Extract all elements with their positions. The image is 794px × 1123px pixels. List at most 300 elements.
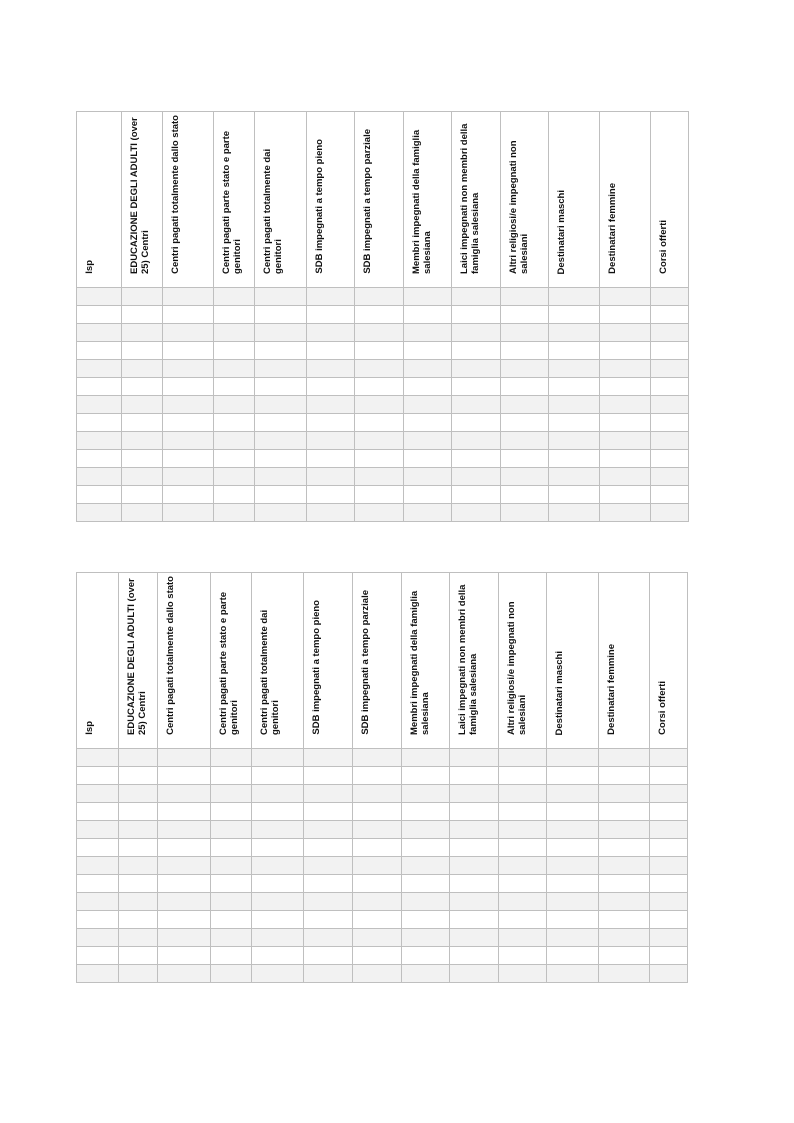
table-cell [355,378,404,396]
table-cell [353,875,402,893]
table-cell [122,414,163,432]
table-cell [77,504,122,522]
table-body [77,288,689,522]
table-cell [304,947,353,965]
table-cell [404,342,452,360]
table-cell [547,965,599,983]
table-cell [77,911,119,929]
table-cell [501,504,549,522]
table-cell [214,432,255,450]
table-cell [650,965,688,983]
table-cell [77,396,122,414]
table-cell [547,929,599,947]
table-cell [599,839,650,857]
table-cell [77,360,122,378]
table-cell [119,803,158,821]
table-cell [499,947,547,965]
column-header-corsi-offerti: Corsi offerti [651,112,689,288]
table-cell [402,839,450,857]
table-row [77,396,689,414]
table-cell [163,378,214,396]
column-header-destinatari-femmine: Destinatari femmine [599,573,650,749]
table-cell [404,504,452,522]
table-cell [122,306,163,324]
table-cell [307,306,355,324]
table-cell [547,857,599,875]
table-cell [77,803,119,821]
table-cell [450,875,499,893]
table-cell [651,342,689,360]
table-cell [501,468,549,486]
table-cell [599,803,650,821]
table-cell [163,450,214,468]
table-cell [77,414,122,432]
table-cell [450,911,499,929]
table-cell [211,947,252,965]
table-cell [450,821,499,839]
table-cell [158,857,211,875]
table-cell [158,839,211,857]
table-cell [214,504,255,522]
table-cell [549,450,600,468]
column-header-centri-pagati-genitori: Centri pagati totalmente dai genitori [252,573,304,749]
table-cell [549,306,600,324]
table-cell [77,857,119,875]
column-header-laici-non-membri: Laici impegnati non membri della famiglia salesiana [452,112,501,288]
table-cell [163,306,214,324]
column-header-sdb-tempo-parziale: SDB impegnati a tempo parziale [353,573,402,749]
table-cell [163,324,214,342]
table-row [77,803,688,821]
table-cell [404,486,452,504]
table-cell [77,965,119,983]
table-cell [547,893,599,911]
table-cell [402,929,450,947]
table-cell [255,396,307,414]
table-cell [252,839,304,857]
table-cell [599,857,650,875]
table-row [77,360,689,378]
table-cell [650,947,688,965]
table-cell [501,450,549,468]
table-cell [650,749,688,767]
table-cell [452,396,501,414]
table-cell [158,893,211,911]
table-cell [650,803,688,821]
table-cell [163,414,214,432]
table-cell [252,947,304,965]
table-cell [304,839,353,857]
table-row [77,468,689,486]
table-row [77,324,689,342]
table-row [77,947,688,965]
table-cell [600,288,651,306]
table-cell [355,360,404,378]
table-cell [404,360,452,378]
table-cell [355,432,404,450]
table-cell [452,504,501,522]
column-header-laici-non-membri: Laici impegnati non membri della famiglia salesiana [450,573,499,749]
table-cell [355,414,404,432]
table-cell [119,875,158,893]
table-cell [450,803,499,821]
table-cell [158,803,211,821]
table-cell [549,396,600,414]
table-cell [499,821,547,839]
table-cell [122,450,163,468]
table-cell [304,785,353,803]
table-row [77,821,688,839]
table-cell [547,821,599,839]
table-cell [158,749,211,767]
table-cell [600,324,651,342]
table-cell [650,929,688,947]
table-cell [547,749,599,767]
table-cell [355,288,404,306]
table-cell [547,875,599,893]
column-header-educazione-adulti-centri: EDUCAZIONE DEGLI ADULTI (over 25) Centri [122,112,163,288]
table-cell [599,785,650,803]
column-header-centri-pagati-genitori: Centri pagati totalmente dai genitori [255,112,307,288]
table-row [77,767,688,785]
table-cell [119,785,158,803]
table-cell [600,396,651,414]
table-cell [599,821,650,839]
table-cell [77,342,122,360]
column-header-altri-religiosi: Altri religiosi/e impegnati non salesiani [501,112,549,288]
table-cell [307,342,355,360]
table-row [77,414,689,432]
table-cell [77,785,119,803]
table-cell [404,288,452,306]
table-cell [255,486,307,504]
table-cell [450,767,499,785]
table-cell [119,893,158,911]
table-cell [501,360,549,378]
table-cell [163,468,214,486]
table-cell [499,893,547,911]
table-cell [122,504,163,522]
table-cell [307,468,355,486]
table-cell [450,857,499,875]
table-cell [651,288,689,306]
table-cell [404,450,452,468]
table-cell [252,929,304,947]
table-cell [211,803,252,821]
table-cell [651,432,689,450]
table-cell [77,468,122,486]
table-cell [599,767,650,785]
table-cell [600,504,651,522]
table-cell [501,324,549,342]
table-cell [499,803,547,821]
table-cell [651,360,689,378]
column-header-destinatari-maschi: Destinatari maschi [547,573,599,749]
table-cell [547,785,599,803]
table-cell [119,821,158,839]
column-header-corsi-offerti: Corsi offerti [650,573,688,749]
table-cell [255,468,307,486]
table-cell [122,432,163,450]
table-cell [402,749,450,767]
header-row [77,573,688,749]
table-cell [255,504,307,522]
column-header-educazione-adulti-centri: EDUCAZIONE DEGLI ADULTI (over 25) Centri [119,573,158,749]
table-cell [452,378,501,396]
table-cell [501,414,549,432]
table-cell [214,378,255,396]
table-cell [255,288,307,306]
table-cell [77,839,119,857]
table-cell [353,821,402,839]
table-cell [353,911,402,929]
table-cell [547,803,599,821]
table-cell [214,306,255,324]
table-cell [499,875,547,893]
table-cell [404,414,452,432]
table-row [77,432,689,450]
table-cell [163,360,214,378]
table-row [77,893,688,911]
table-cell [547,947,599,965]
table-cell [252,821,304,839]
table-cell [353,839,402,857]
table-cell [404,468,452,486]
table-cell [252,911,304,929]
table-cell [77,324,122,342]
table-cell [402,803,450,821]
table-cell [158,875,211,893]
table-cell [122,342,163,360]
table-cell [211,767,252,785]
data-table-1 [76,111,689,522]
table-cell [304,821,353,839]
table-cell [353,749,402,767]
table-row [77,785,688,803]
table-cell [77,432,122,450]
table-cell [252,785,304,803]
table-cell [158,911,211,929]
column-header-sdb-tempo-pieno: SDB impegnati a tempo pieno [307,112,355,288]
table-cell [122,486,163,504]
table-row [77,288,689,306]
table-row [77,504,689,522]
table-cell [450,893,499,911]
table-cell [211,821,252,839]
table-cell [214,396,255,414]
table-cell [214,414,255,432]
table-cell [211,893,252,911]
table-cell [255,414,307,432]
table-cell [214,486,255,504]
table-cell [547,839,599,857]
table-cell [158,821,211,839]
table-cell [599,875,650,893]
table-cell [651,450,689,468]
table-row [77,875,688,893]
table-cell [549,432,600,450]
table-cell [304,767,353,785]
column-header-altri-religiosi: Altri religiosi/e impegnati non salesiani [499,573,547,749]
table-cell [549,468,600,486]
table-cell [255,450,307,468]
table-cell [214,360,255,378]
table-cell [304,929,353,947]
table-cell [450,929,499,947]
table-row [77,378,689,396]
table-cell [122,288,163,306]
table-cell [255,306,307,324]
table-cell [77,767,119,785]
table-cell [211,911,252,929]
table-cell [119,839,158,857]
table-cell [452,432,501,450]
table-cell [501,432,549,450]
table-cell [355,504,404,522]
table-cell [651,468,689,486]
table-row [77,929,688,947]
table-cell [600,450,651,468]
table-cell [77,486,122,504]
table-cell [499,911,547,929]
table-cell [650,911,688,929]
table-cell [77,929,119,947]
table-row [77,965,688,983]
table-cell [499,785,547,803]
table-cell [651,324,689,342]
table-cell [404,306,452,324]
table-cell [214,450,255,468]
table-cell [549,504,600,522]
table-cell [549,486,600,504]
table-cell [77,378,122,396]
table-cell [501,306,549,324]
table-cell [499,965,547,983]
column-header-sdb-tempo-parziale: SDB impegnati a tempo parziale [355,112,404,288]
table-cell [402,767,450,785]
table-cell [549,378,600,396]
table-body [77,749,688,983]
table-cell [499,749,547,767]
table-cell [304,857,353,875]
table-cell [158,785,211,803]
data-table-2 [76,572,688,983]
table-cell [355,486,404,504]
table-cell [404,432,452,450]
table-row [77,486,689,504]
table-cell [450,785,499,803]
table-cell [252,857,304,875]
column-header-centri-pagati-stato: Centri pagati totalmente dallo stato [158,573,211,749]
table-cell [252,893,304,911]
column-header-centri-pagati-stato-genitori: Centri pagati parte stato e parte genitori [214,112,255,288]
table-cell [307,360,355,378]
table-cell [119,947,158,965]
table-cell [77,821,119,839]
table-cell [307,378,355,396]
table-cell [599,947,650,965]
table-cell [255,378,307,396]
table-cell [122,324,163,342]
table-cell [119,911,158,929]
table-cell [450,965,499,983]
table-cell [353,767,402,785]
table-cell [355,324,404,342]
table-cell [353,965,402,983]
table-cell [163,342,214,360]
table-cell [402,857,450,875]
table-cell [450,749,499,767]
table-cell [650,893,688,911]
table-cell [452,288,501,306]
table-row [77,450,689,468]
table-cell [307,432,355,450]
table-cell [452,306,501,324]
table-cell [158,767,211,785]
table-cell [651,414,689,432]
table-cell [214,288,255,306]
table-cell [307,288,355,306]
table-row [77,749,688,767]
column-header-membri-famiglia-salesiana: Membri impegnati della famiglia salesiana [404,112,452,288]
header-row [77,112,689,288]
column-header-destinatari-maschi: Destinatari maschi [549,112,600,288]
table-cell [501,288,549,306]
table-cell [353,857,402,875]
table-row [77,911,688,929]
table-cell [600,378,651,396]
table-cell [499,857,547,875]
table-cell [158,929,211,947]
table-cell [77,947,119,965]
table-cell [255,360,307,378]
table-cell [452,342,501,360]
table-cell [255,342,307,360]
table-cell [452,486,501,504]
table-cell [211,929,252,947]
table-cell [600,468,651,486]
table-cell [77,450,122,468]
table-cell [307,396,355,414]
table-cell [499,767,547,785]
table-cell [452,450,501,468]
table-cell [252,803,304,821]
table-cell [353,803,402,821]
table-cell [119,767,158,785]
table-cell [404,324,452,342]
table-cell [402,893,450,911]
table-cell [600,432,651,450]
column-header-sdb-tempo-pieno: SDB impegnati a tempo pieno [304,573,353,749]
table-cell [547,767,599,785]
table-cell [452,360,501,378]
table-cell [119,749,158,767]
table-cell [599,929,650,947]
column-header-destinatari-femmine: Destinatari femmine [600,112,651,288]
table-cell [119,857,158,875]
table-cell [214,468,255,486]
table-cell [599,749,650,767]
table-cell [353,893,402,911]
table-cell [158,947,211,965]
table-cell [77,288,122,306]
table-cell [355,306,404,324]
column-header-isp: Isp [77,112,122,288]
table-cell [211,839,252,857]
table-cell [549,414,600,432]
table-cell [307,504,355,522]
table-cell [651,396,689,414]
